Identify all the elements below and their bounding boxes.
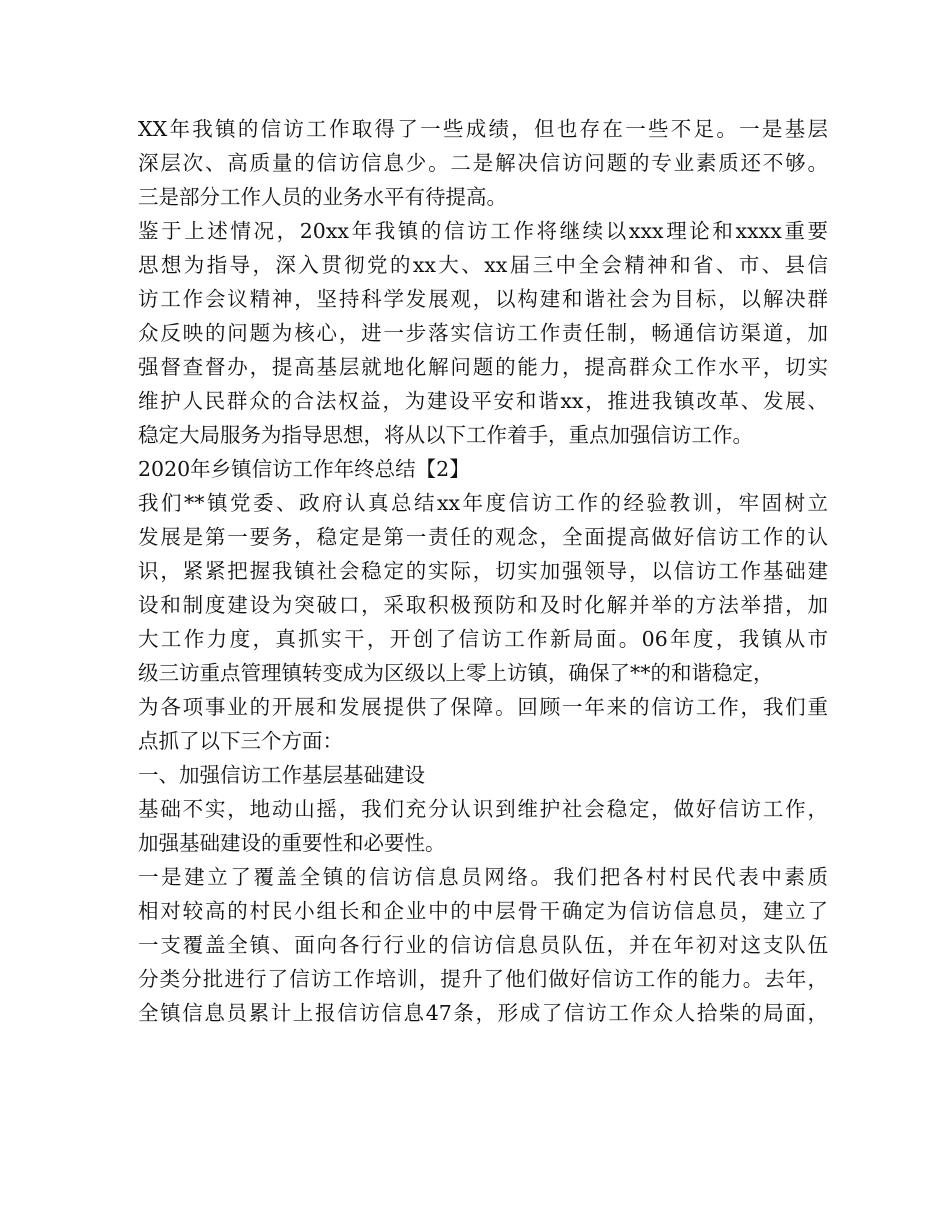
text-line: 一是建立了覆盖全镇的信访信息员网络。我们把各村村民代表中素质 bbox=[138, 865, 828, 889]
text-line: 基础不实，地动山摇，我们充分认识到维护社会稳定，做好信访工作， bbox=[138, 797, 828, 821]
text-line: 全镇信息员累计上报信访信息47条，形成了信访工作众人拾柴的局面， bbox=[138, 1001, 828, 1025]
document-page bbox=[138, 112, 828, 1030]
text-line: 识，紧紧把握我镇社会稳定的实际，切实加强领导，以信访工作基础建 bbox=[138, 559, 828, 583]
text-line: XX年我镇的信访工作取得了一些成绩，但也存在一些不足。一是基层 bbox=[138, 117, 828, 141]
text-line: 点抓了以下三个方面： bbox=[138, 729, 343, 753]
text-line: 思想为指导，深入贯彻党的xx大、xx届三中全会精神和省、市、县信 bbox=[138, 253, 828, 277]
text-line: 维护人民群众的合法权益，为建设平安和谐xx，推进我镇改革、发展、 bbox=[138, 389, 828, 413]
text-line: 深层次、高质量的信访信息少。二是解决信访问题的专业素质还不够。 bbox=[138, 151, 828, 175]
text-line: 分类分批进行了信访工作培训，提升了他们做好信访工作的能力。去年， bbox=[138, 967, 828, 991]
text-line: 设和制度建设为突破口，采取积极预防和及时化解并举的方法举措，加 bbox=[138, 593, 828, 617]
text-line: 我们**镇党委、政府认真总结xx年度信访工作的经验教训，牢固树立 bbox=[138, 491, 828, 515]
text-line: 稳定大局服务为指导思想，将从以下工作着手，重点加强信访工作。 bbox=[138, 423, 753, 447]
text-line: 发展是第一要务，稳定是第一责任的观念，全面提高做好信访工作的认 bbox=[138, 525, 828, 549]
text-line: 一支覆盖全镇、面向各行行业的信访信息员队伍，并在年初对这支队伍 bbox=[138, 933, 828, 957]
text-line: 三是部分工作人员的业务水平有待提高。 bbox=[138, 185, 507, 209]
text-line: 强督查督办，提高基层就地化解问题的能力，提高群众工作水平，切实 bbox=[138, 355, 828, 379]
text-line: 鉴于上述情况，20xx年我镇的信访工作将继续以xxx理论和xxxx重要 bbox=[138, 219, 828, 243]
subsection-heading: 一、加强信访工作基层基础建设 bbox=[138, 763, 425, 787]
text-line: 众反映的问题为核心，进一步落实信访工作责任制，畅通信访渠道，加 bbox=[138, 321, 828, 345]
text-line: 为各项事业的开展和发展提供了保障。回顾一年来的信访工作，我们重 bbox=[138, 695, 828, 719]
text-line: 大工作力度，真抓实干，开创了信访工作新局面。06年度，我镇从市 bbox=[138, 627, 828, 651]
text-line: 访工作会议精神，坚持科学发展观，以构建和谐社会为目标，以解决群 bbox=[138, 287, 828, 311]
text-line: 级三访重点管理镇转变成为区级以上零上访镇，确保了**的和谐稳定， bbox=[138, 661, 774, 685]
section-title: 2020年乡镇信访工作年终总结【2】 bbox=[138, 457, 470, 481]
text-line: 加强基础建设的重要性和必要性。 bbox=[138, 831, 446, 855]
text-line: 相对较高的村民小组长和企业中的中层骨干确定为信访信息员，建立了 bbox=[138, 899, 828, 923]
